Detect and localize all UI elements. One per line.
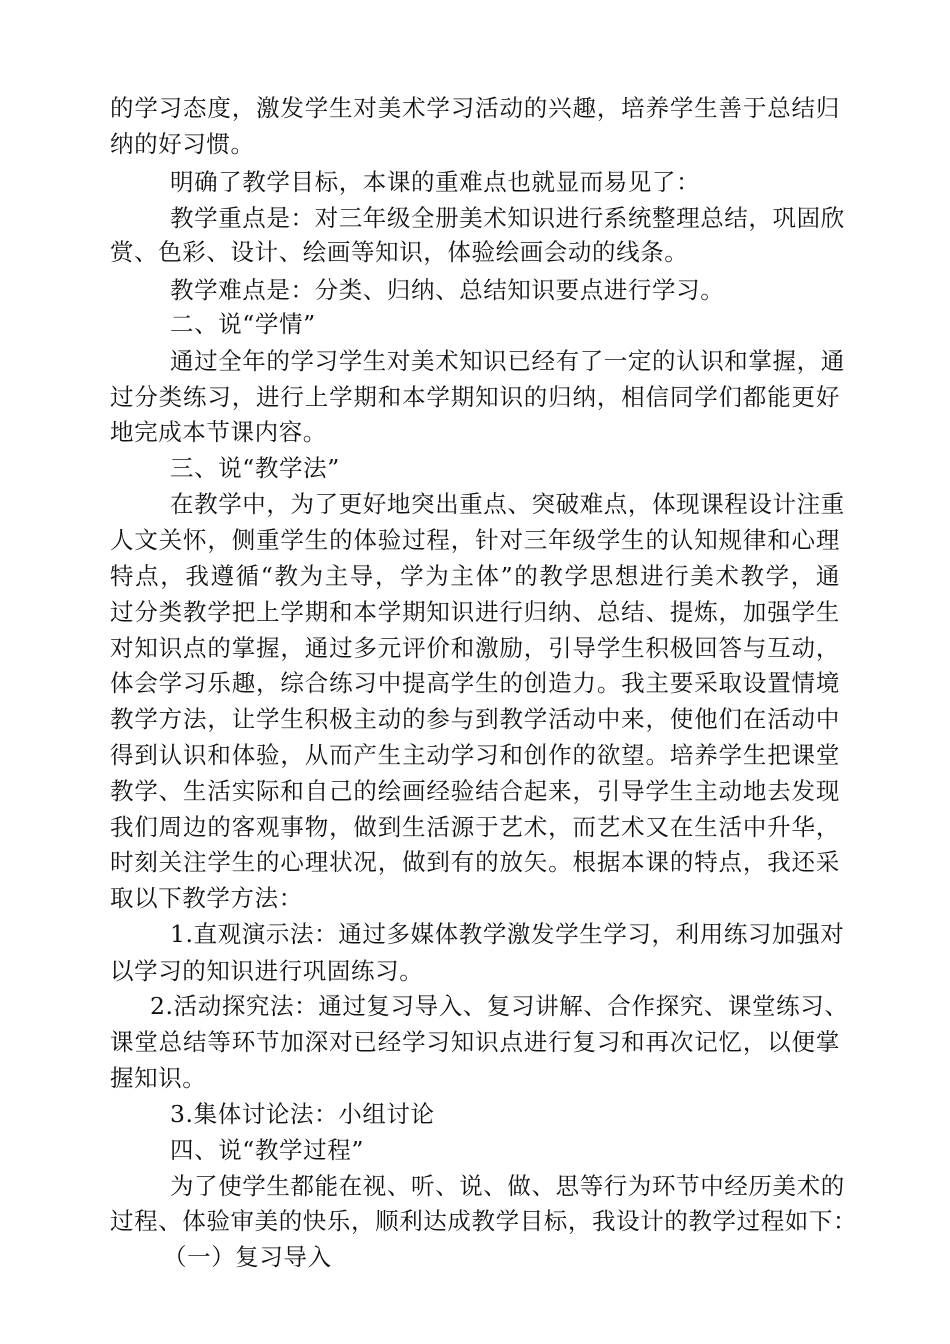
subsection-heading: （一）复习导入 (163, 1243, 332, 1271)
text-line: 得到认识和体验，从而产生主动学习和创作的欲望。培养学生把课堂 (110, 741, 840, 769)
text-line: 人文关怀，侧重学生的体验过程，针对三年级学生的认知规律和心理 (110, 526, 840, 554)
text-line: 以学习的知识进行巩固练习。 (110, 957, 424, 985)
text-line: 的学习态度，激发学生对美术学习活动的兴趣，培养学生善于总结归 (110, 94, 840, 122)
text-line: 课堂总结等环节加深对已经学习知识点进行复习和再次记忆，以便掌 (110, 1028, 840, 1056)
text-line: 明确了教学目标，本课的重难点也就显而易见了： (170, 168, 701, 196)
text-line: 为了使学生都能在视、听、说、做、思等行为环节中经历美术的 (170, 1172, 845, 1200)
text-line: 过分类练习，进行上学期和本学期知识的归纳，相信同学们都能更好 (110, 383, 840, 411)
text-line: 教学难点是：分类、归纳、总结知识要点进行学习。 (170, 276, 725, 304)
section-heading: 二、说“学情” (170, 310, 316, 338)
text-line: 时刻关注学生的心理状况，做到有的放矢。根据本课的特点，我还采 (110, 848, 840, 876)
list-item: 3.集体讨论法：小组讨论 (170, 1100, 435, 1128)
text-line: 纳的好习惯。 (110, 130, 255, 158)
list-item: 2.活动探究法：通过复习导入、复习讲解、合作探究、课堂练习、 (150, 992, 849, 1020)
text-line: 教学、生活实际和自己的绘画经验结合起来，引导学生主动地去发现 (110, 777, 840, 805)
list-item: 1.直观演示法：通过多媒体教学激发学生学习，利用练习加强对 (170, 920, 845, 948)
text-line: 取以下教学方法： (110, 884, 303, 912)
text-line: 握知识。 (110, 1064, 207, 1092)
text-line: 地完成本节课内容。 (110, 418, 327, 446)
text-line: 赏、色彩、设计、绘画等知识，体验绘画会动的线条。 (110, 238, 689, 266)
text-line: 体会学习乐趣，综合练习中提高学生的创造力。我主要采取设置情境 (110, 669, 840, 697)
text-line: 对知识点的掌握，通过多元评价和激励，引导学生积极回答与互动， (110, 634, 840, 662)
section-heading: 四、说“教学过程” (170, 1136, 364, 1164)
text-line: 我们周边的客观事物，做到生活源于艺术，而艺术又在生活中升华， (110, 813, 840, 841)
text-line: 过分类教学把上学期和本学期知识进行归纳、总结、提炼，加强学生 (110, 598, 840, 626)
section-heading: 三、说“教学法” (170, 454, 340, 482)
text-line: 通过全年的学习学生对美术知识已经有了一定的认识和掌握，通 (170, 347, 845, 375)
text-line: 教学方法，让学生积极主动的参与到教学活动中来，使他们在活动中 (110, 705, 840, 733)
text-line: 特点，我遵循“教为主导，学为主体”的教学思想进行美术教学，通 (110, 562, 840, 590)
text-line: 在教学中，为了更好地突出重点、突破难点，体现课程设计注重 (170, 490, 845, 518)
text-line: 过程、体验审美的快乐，顺利达成教学目标，我设计的教学过程如下： (110, 1207, 858, 1235)
text-line: 教学重点是：对三年级全册美术知识进行系统整理总结，巩固欣 (170, 204, 845, 232)
